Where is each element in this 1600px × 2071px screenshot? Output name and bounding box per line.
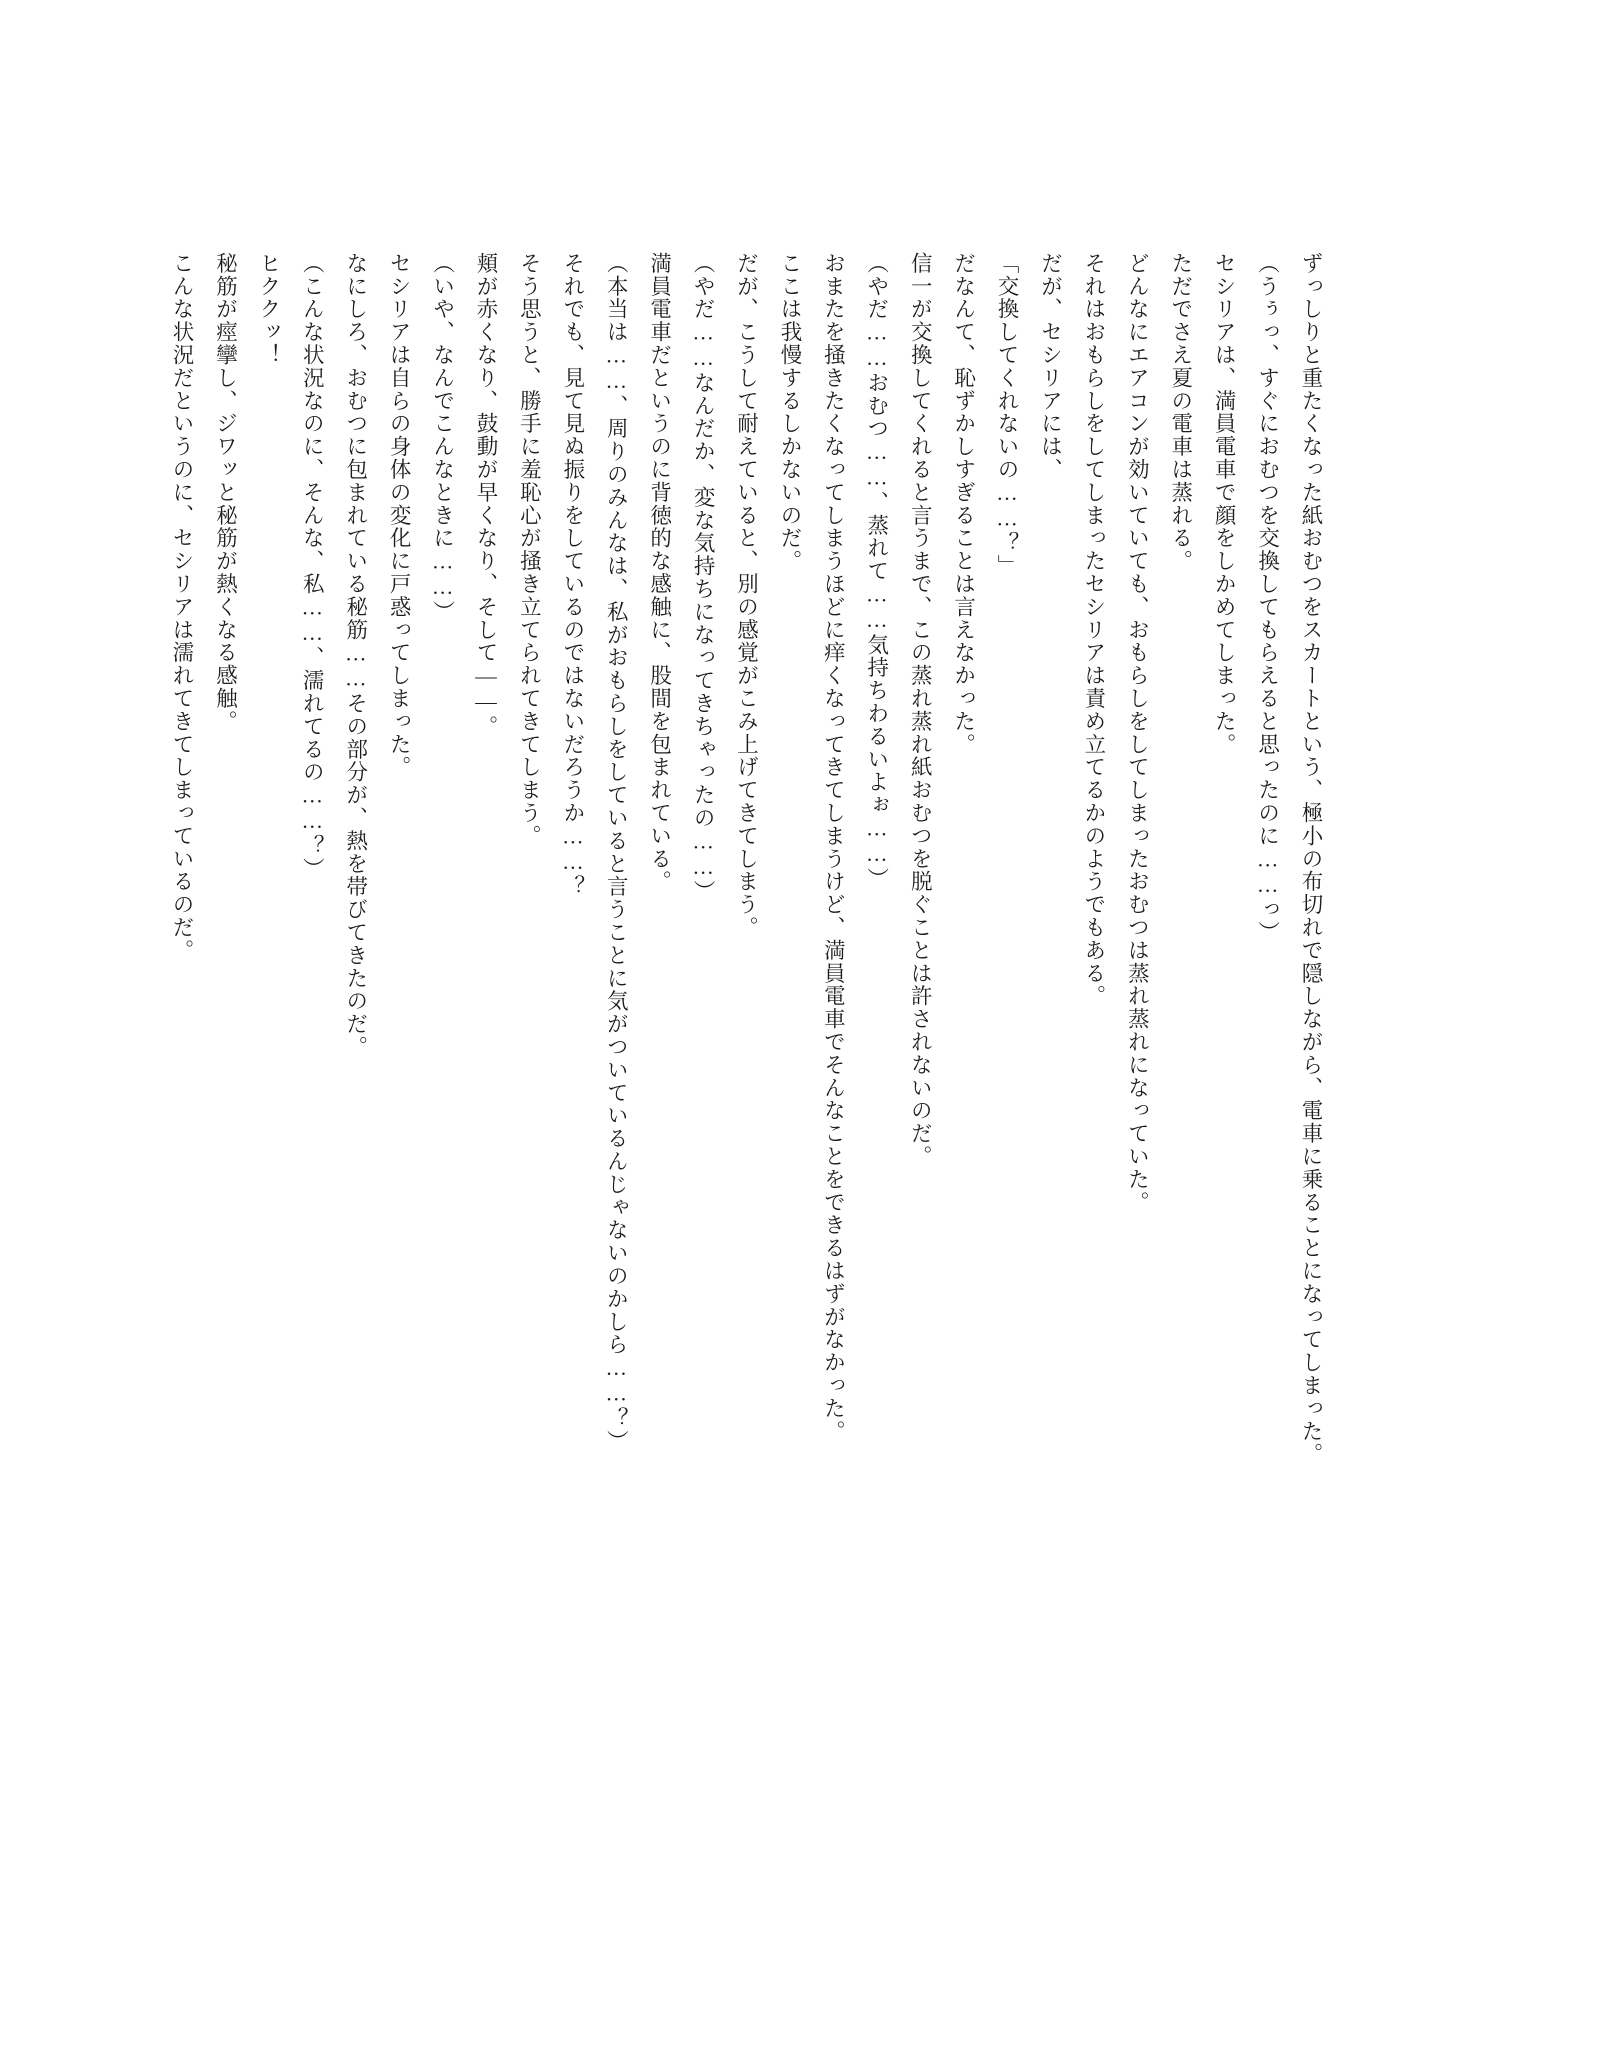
text-line: ただでさえ夏の電車は蒸れる。 [1168,252,1193,573]
text-line: 満員電車だというのに背徳的な感触に、股間を包まれている。 [647,252,672,894]
text-line: こんな状況だというのに、セシリアは濡れてきてしまっているのだ。 [170,252,195,962]
text-line: （本当は……、周りのみんなは、私がおもらしをしていると言うことに気がついているんじゃないのかしら……？） [604,252,629,1453]
text-line: そう思うと、勝手に羞恥心が掻き立てられてきてしまう。 [517,252,542,848]
text-line: だが、セシリアには、 [1038,252,1063,481]
text-line: ここは我慢するしかないのだ。 [777,252,802,573]
text-line: 頬が赤くなり、鼓動が早くなり、そして——。 [473,252,498,738]
text-line: なにしろ、おむつに包まれている秘筋……その部分が、熱を帯びてきたのだ。 [343,252,368,1059]
text-line: だなんて、恥ずかしすぎることは言えなかった。 [951,252,976,756]
text-line: だが、こうして耐えていると、別の感覚がこみ上げてきてしまう。 [734,252,759,939]
text-line: 「交換してくれないの……？」 [995,252,1020,578]
text-line: 信一が交換してくれると言うまで、この蒸れ蒸れ紙おむつを脱ぐことは許されないのだ。 [908,252,933,1168]
text-line: おまたを掻きたくなってしまうほどに痒くなってきてしまうけど、満員電車でそんなことをできるはずがなかった。 [821,252,846,1443]
vertical-text-body [160,252,1332,1852]
text-line: 秘筋が痙攣し、ジワッと秘筋が熱くなる感触。 [213,252,238,733]
text-line: セシリアは、満員電車で顔をしかめてしまった。 [1212,252,1237,756]
text-line: ヒククッ！ [256,252,281,367]
text-line: どんなにエアコンが効いていても、おもらしをしてしまったおむつは蒸れ蒸れになっていた。 [1125,252,1150,1214]
text-line: （うぅっ、すぐにおむつを交換してもらえると思ったのに……っ） [1255,252,1280,944]
text-line: （いや、なんでこんなときに……） [430,252,455,624]
text-line: ずっしりと重たくなった紙おむつをスカートという、極小の布切れで隠しながら、電車に乗ることになってしまった。 [1299,252,1323,1466]
text-line: （こんな状況なのに、そんな、私……、濡れてるの……？） [300,252,325,881]
text-line: セシリアは自らの身体の変化に戸惑ってしまった。 [387,252,412,779]
text-line: （やだ……おむつ……、蒸れて……気持ちわるいよぉ……） [864,252,889,891]
text-line: それはおもらしをしてしまったセシリアは責め立てるかのようでもある。 [1081,252,1106,1008]
text-line: （やだ……なんだか、変な気持ちになってきちゃったの……） [691,252,716,904]
text-line: それでも、見て見ぬ振りをしているのではないだろうか……？ [560,252,585,899]
